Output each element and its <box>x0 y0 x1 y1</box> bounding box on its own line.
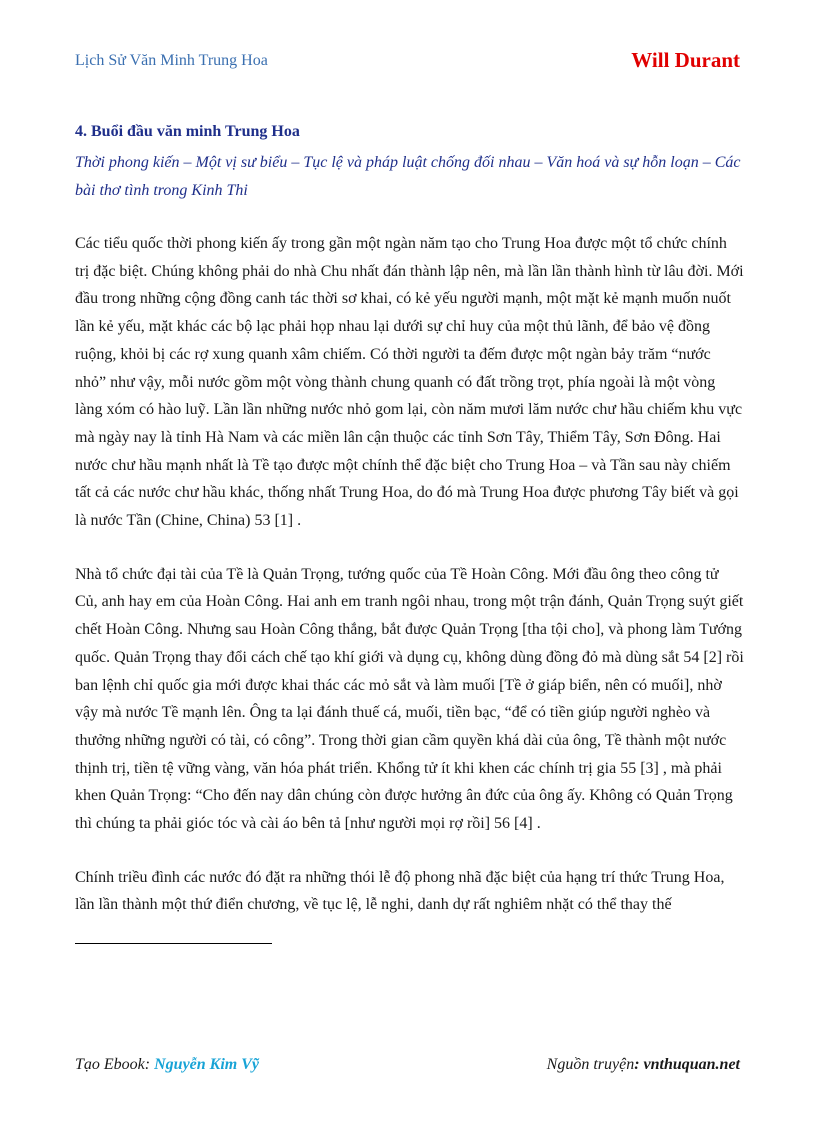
ebook-credit <box>75 1056 259 1074</box>
body-text <box>75 230 745 945</box>
source-site: vnthuquan.net <box>643 1056 740 1073</box>
paragraph: Nhà tổ chức đại tài của Tề là Quản Trọng, tướng quốc của Tề Hoàn Công. Mới đầu ông theo công tử Củ, anh hay em của Hoàn Công. Hai anh em tranh ngôi nhau, trong một trận đánh, Quản Trọng suýt giết chết Hoàn Công. Nhưng sau Hoàn Công thắng, bắt được Quản Trọng [tha tội cho], và phong làm Tướng quốc. Quản Trọng thay đổi cách chế tạo khí giới và dụng cụ, không dùng đồng đỏ mà dùng sắt 54 [2] rồi ban lệnh chỉ quốc gia mới được khai thác các mỏ sắt và làm muối [Tề ở giáp biển, nên có muối], nhờ vậy mà nước Tề mạnh lên. Ông ta lại đánh thuế cá, muối, tiền bạc, “để có tiền giúp người nghèo và thưởng những người có tài, có công”. Trong thời gian cầm quyền khá dài của ông, Tề thành một nước thịnh trị, tiền tệ vững vàng, văn hóa phát triển. Khổng tử ít khi khen các chính trị gia 55 [3] , mà phải khen Quản Trọng: “Cho đến nay dân chúng còn được hưởng ân đức của ông ấy. Không có Quản Trọng thì chúng ta phải gióc tóc và cài áo bên tả [như người mọi rợ rồi] 56 [4] . <box>75 565 744 833</box>
paragraph: Chính triều đình các nước đó đặt ra những thói lễ độ phong nhã đặc biệt của hạng trí thức Trung Hoa, lần lần thành một thứ điển chương, về tục lệ, lễ nghi, danh dự rất nghiêm nhặt có thể thay thế <box>75 868 725 914</box>
book-title: Lịch Sử Văn Minh Trung Hoa <box>75 52 268 69</box>
source-credit <box>547 1056 740 1074</box>
section-title: 4. Buổi đầu văn minh Trung Hoa <box>75 123 300 140</box>
author-name: Will Durant <box>631 48 740 72</box>
footnote-divider <box>75 943 272 944</box>
source-separator: : <box>634 1056 644 1073</box>
source-label: Nguồn truyện <box>546 1056 635 1073</box>
paragraph: Các tiểu quốc thời phong kiến ấy trong gần một ngàn năm tạo cho Trung Hoa được một tổ chức chính trị đặc biệt. Chúng không phải do nhà Chu nhất đán thành lập nên, mà lần lần thành hình từ lâu đời. Mới đầu trong những cộng đồng canh tác thời sơ khai, có kẻ yếu người mạnh, một mặt kẻ mạnh muốn nuốt lần kẻ yếu, mặt khác các bộ lạc phải họp nhau lại dưới sự chỉ huy của một thủ lãnh, để bảo vệ đồng ruộng, khỏi bị các rợ xung quanh xâm chiếm. Có thời người ta đếm được một ngàn bảy trăm “nước nhỏ” như vậy, mỗi nước gồm một vòng thành chung quanh có đất trồng trọt, phía ngoài là một vòng làng xóm có hào luỹ. Lần lần những nước nhỏ gom lại, còn năm mươi lăm nước chư hầu chiếm khu vực mà ngày nay là tỉnh Hà Nam và các miền lân cận thuộc các tỉnh Sơn Tây, Thiểm Tây, Sơn Đông. Hai nước chư hầu mạnh nhất là Tề tạo được một chính thể đặc biệt cho Trung Hoa – và Tần sau này chiếm tất cả các nước chư hầu khác, thống nhất Trung Hoa, do đó mà Trung Hoa được phương Tây biết và gọi là nước Tần (Chine, China) 53 [1] . <box>75 235 744 530</box>
credit-name: Nguyễn Kim Vỹ <box>154 1056 259 1073</box>
credit-separator: : <box>144 1056 155 1073</box>
credit-label: Tạo Ebook <box>75 1056 145 1073</box>
section-subtitle: Thời phong kiến – Một vị sư biểu – Tục lệ và pháp luật chống đối nhau – Văn hoá và sự hỗn loạn – Các bài thơ tình trong Kinh Thi <box>75 154 741 199</box>
